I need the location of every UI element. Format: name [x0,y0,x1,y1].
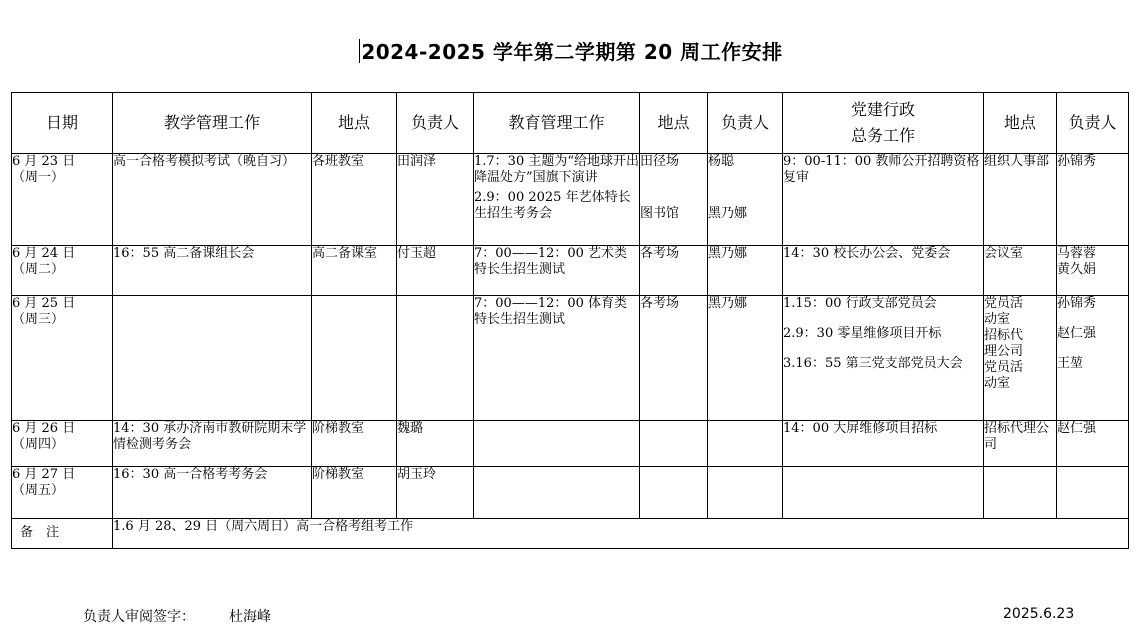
party-location-cell: 招标代理公司 [984,421,1057,467]
party-person-cell [1057,467,1129,519]
party-cell: 14：30 校长办公会、党委会 [783,246,984,296]
header-location: 地点 [312,93,397,154]
party-person-cell: 孙锦秀 [1057,154,1129,246]
date-cell: 6 月 25 日 （周三） [12,296,113,421]
header-person: 负责人 [708,93,783,154]
date-cell: 6 月 26 日 （周四） [12,421,113,467]
date-cell: 6 月 23 日 （周一） [12,154,113,246]
party-location-cell: 会议室 [984,246,1057,296]
teaching-person-cell: 付玉超 [397,246,474,296]
party-cell [783,467,984,519]
education-location-cell [640,421,708,467]
table-row [12,154,1129,246]
header-party: 党建行政 总务工作 [783,93,984,154]
education-location-cell: 田径场 图书馆 [640,154,708,246]
reviewer-name: 杜海峰 [229,609,271,625]
teaching-location-cell: 各班教室 [312,154,397,246]
party-location-cell: 组织人事部 [984,154,1057,246]
education-cell [474,421,640,467]
education-location-cell: 各考场 [640,296,708,421]
date-cell: 6 月 27 日 （周五） [12,467,113,519]
education-cell: 7：00——12：00 艺术类特长生招生测试 [474,246,640,296]
header-person: 负责人 [1057,93,1129,154]
teaching-cell: 高一合格考模拟考试（晚自习） [113,154,312,246]
teaching-person-cell: 魏璐 [397,421,474,467]
teaching-location-cell [312,296,397,421]
party-person-cell: 马蓉蓉 黄久娟 [1057,246,1129,296]
remarks-row [12,519,1129,549]
education-location-cell [640,467,708,519]
education-location-cell: 各考场 [640,246,708,296]
party-person-cell: 赵仁强 [1057,421,1129,467]
teaching-location-cell: 高二备课室 [312,246,397,296]
education-person-cell: 杨聪 黑乃娜 [708,154,783,246]
teaching-cell: 16：30 高一合格考考务会 [113,467,312,519]
remarks-text: 1.6 月 28、29 日（周六周日）高一合格考组考工作 [113,519,1129,549]
header-teaching: 教学管理工作 [113,93,312,154]
table-row [12,246,1129,296]
education-cell: 1.7：30 主题为“给地球开出降温处方”国旗下演讲 2.9：00 2025 年艺体特长生招生考务会 [474,154,640,246]
reviewer-label: 负责人审阅签字： [83,609,195,625]
education-cell [474,467,640,519]
teaching-person-cell: 胡玉玲 [397,467,474,519]
teaching-person-cell [397,296,474,421]
table-row [12,467,1129,519]
education-person-cell: 黑乃娜 [708,246,783,296]
teaching-cell: 14：30 承办济南市教研院期末学情检测考务会 [113,421,312,467]
party-location-cell: 党员活动室 招标代理公司 党员活动室 [984,296,1057,421]
teaching-cell: 16：55 高二备课组长会 [113,246,312,296]
header-location: 地点 [984,93,1057,154]
party-person-cell: 孙锦秀 赵仁强 王堃 [1057,296,1129,421]
header-location: 地点 [640,93,708,154]
education-person-cell [708,467,783,519]
remarks-label: 备 注 [12,519,113,549]
header-education: 教育管理工作 [474,93,640,154]
schedule-table [11,92,1129,549]
party-cell: 14：00 大屏维修项目招标 [783,421,984,467]
header-row [12,93,1129,154]
teaching-person-cell: 田润泽 [397,154,474,246]
party-cell: 9：00-11：00 教师公开招聘资格复审 [783,154,984,246]
header-person: 负责人 [397,93,474,154]
education-person-cell [708,421,783,467]
teaching-location-cell: 阶梯教室 [312,467,397,519]
teaching-location-cell: 阶梯教室 [312,421,397,467]
party-cell: 1.15：00 行政支部党员会 2.9：30 零星维修项目开标 3.16：55 第三党支部党员大会 [783,296,984,421]
date-cell: 6 月 24 日 （周二） [12,246,113,296]
header-date: 日期 [12,93,113,154]
teaching-cell [113,296,312,421]
table-row [12,296,1129,421]
party-location-cell [984,467,1057,519]
footer-date: 2025.6.23 [1003,606,1075,622]
education-person-cell: 黑乃娜 [708,296,783,421]
table-row [12,421,1129,467]
education-cell: 7：00——12：00 体育类特长生招生测试 [474,296,640,421]
page-title: 2024-2025 学年第二学期第 20 周工作安排 [361,40,783,64]
